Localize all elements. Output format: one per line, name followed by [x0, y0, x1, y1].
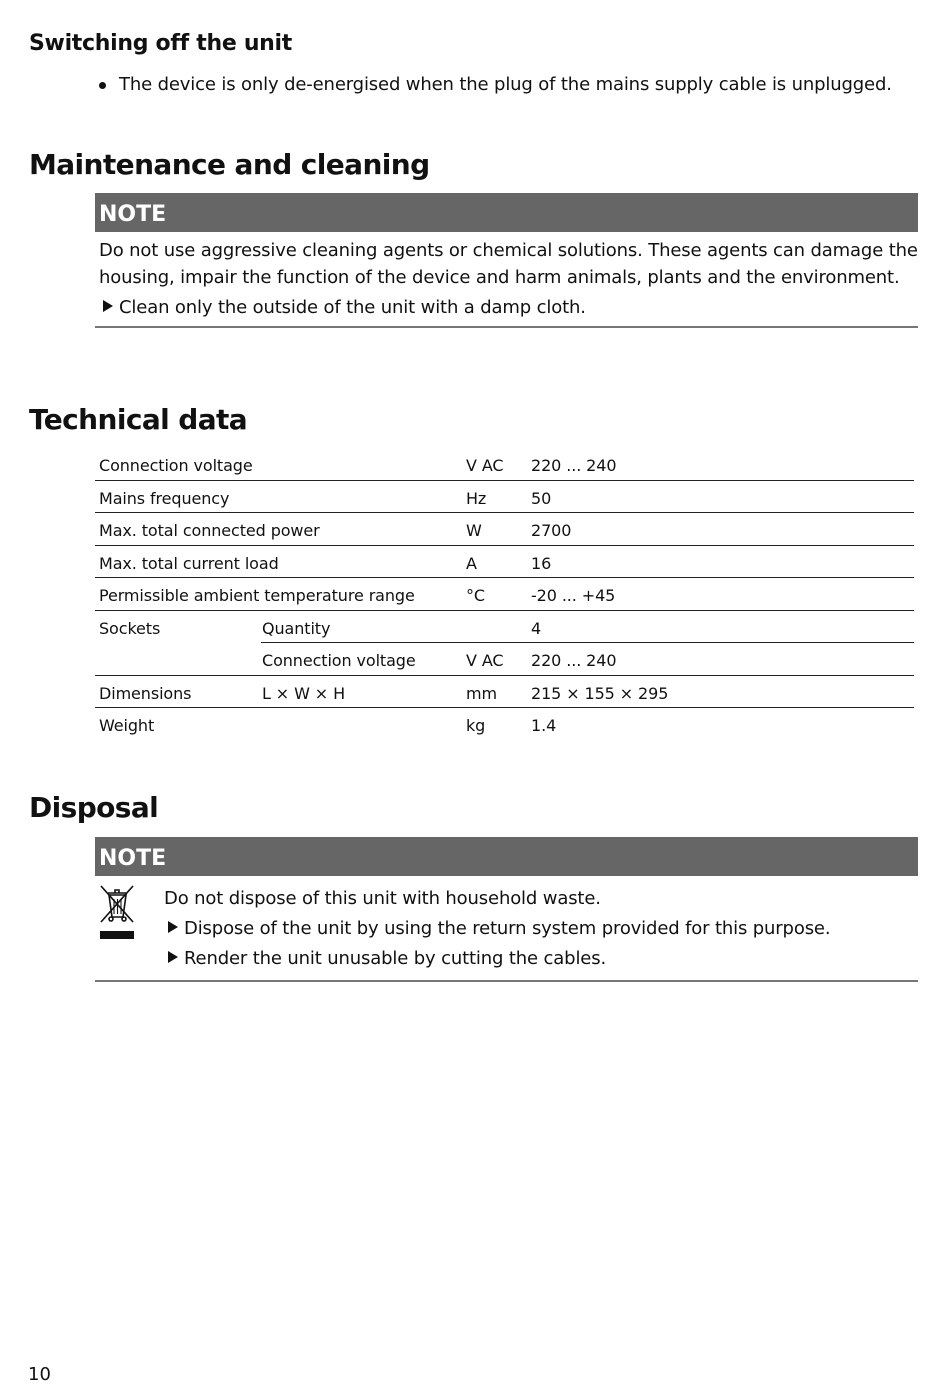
row-value: 16	[531, 553, 552, 573]
disposal-instruction-1	[168, 915, 830, 942]
table-row	[95, 448, 914, 481]
row-unit: °C	[466, 586, 485, 605]
row-value: 2700	[531, 521, 572, 540]
switching-bullet-text: The device is only de-energised when the plug of the mains supply cable is unplugged.	[119, 74, 892, 95]
technical-data-table	[95, 448, 914, 741]
row-label: Mains frequency	[99, 488, 230, 508]
row-unit: kg	[466, 716, 486, 735]
row-sublabel: Connection voltage	[262, 651, 416, 670]
maintenance-note-divider	[95, 326, 918, 328]
heading-technical-data: Technical data	[29, 403, 248, 436]
maintenance-instruction-text: Clean only the outside of the unit with a damp cloth.	[119, 297, 586, 318]
heading-disposal: Disposal	[29, 791, 159, 824]
row-value: 220 ... 240	[531, 651, 617, 670]
maintenance-instruction	[103, 294, 586, 321]
disposal-note-divider	[95, 980, 918, 982]
row-value: 220 ... 240	[531, 456, 617, 475]
row-label: Permissible ambient temperature range	[99, 586, 415, 605]
row-unit: Hz	[466, 488, 487, 508]
heading-maintenance: Maintenance and cleaning	[29, 148, 430, 181]
disposal-note-bar: NOTE	[95, 837, 918, 876]
maintenance-note-line-1: Do not use aggressive cleaning agents or chemical solutions. These agents can damage the	[99, 240, 918, 261]
table-row	[95, 546, 914, 579]
row-label: Dimensions	[99, 683, 192, 703]
row-unit: V AC	[466, 456, 504, 475]
row-unit: W	[466, 521, 482, 540]
row-label: Max. total current load	[99, 553, 279, 573]
row-label: Weight	[99, 716, 155, 735]
table-row	[95, 513, 914, 546]
row-value: 215 × 155 × 295	[531, 683, 669, 703]
table-row	[95, 578, 914, 611]
row-sublabel: Quantity	[262, 618, 331, 638]
page-number: 10	[28, 1364, 51, 1385]
row-unit: A	[466, 553, 477, 573]
heading-switching-off: Switching off the unit	[29, 31, 292, 56]
arrow-right-icon	[168, 951, 178, 963]
table-row	[95, 708, 914, 741]
arrow-right-icon	[103, 300, 113, 312]
table-row	[95, 676, 914, 709]
maintenance-note-bar: NOTE	[95, 193, 918, 232]
row-label: Sockets	[99, 618, 161, 638]
table-row	[95, 481, 914, 514]
row-value: 1.4	[531, 716, 557, 735]
disposal-note-line-1: Do not dispose of this unit with household waste.	[164, 888, 601, 909]
crossed-out-wheelie-bin-icon	[97, 884, 137, 942]
bullet-dot-icon	[99, 82, 106, 89]
row-label: Connection voltage	[99, 456, 253, 475]
maintenance-note-line-2: housing, impair the function of the device and harm animals, plants and the environment.	[99, 267, 900, 288]
row-unit: V AC	[466, 651, 504, 670]
table-row	[95, 611, 914, 644]
table-row	[95, 643, 914, 676]
row-sublabel: L × W × H	[262, 683, 346, 703]
row-label: Max. total connected power	[99, 521, 320, 540]
disposal-instruction-2	[168, 945, 606, 972]
arrow-right-icon	[168, 921, 178, 933]
row-value: -20 ... +45	[531, 586, 616, 605]
row-value: 4	[531, 618, 542, 638]
disposal-instruction-1-text: Dispose of the unit by using the return system provided for this purpose.	[184, 918, 831, 939]
row-value: 50	[531, 488, 552, 508]
row-unit: mm	[466, 683, 497, 703]
disposal-instruction-2-text: Render the unit unusable by cutting the cables.	[184, 948, 607, 969]
